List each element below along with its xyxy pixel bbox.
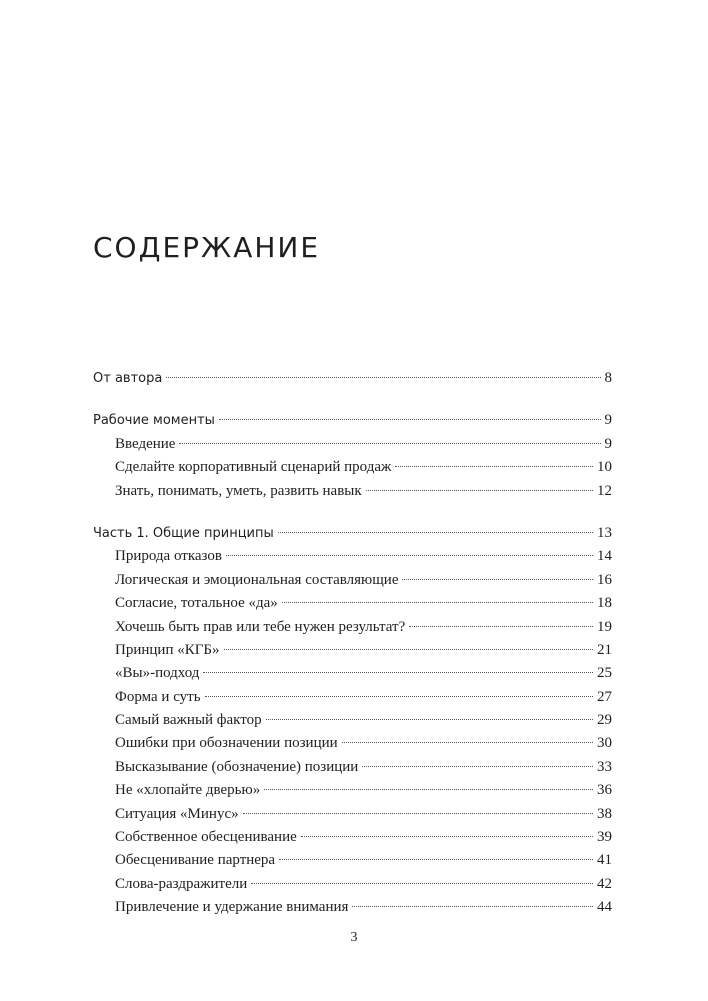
toc-entry[interactable] <box>93 896 612 919</box>
toc-entry-label: «Вы»-подход <box>115 665 200 682</box>
toc-entry-page: 42 <box>597 875 612 892</box>
toc-entry-label: Привлечение и удержание внимания <box>115 899 349 916</box>
dot-leader <box>301 836 593 837</box>
toc-entry[interactable] <box>93 803 612 826</box>
toc-entry-page: 38 <box>597 805 612 822</box>
toc-entry-label: Логическая и эмоциональная составляющие <box>115 571 399 588</box>
toc-entry-label: Часть 1. Общие принципы <box>93 525 274 541</box>
toc-entry-label: Принцип «КГБ» <box>115 641 220 658</box>
toc-entry-label: Согласие, тотальное «да» <box>115 595 278 612</box>
table-of-contents <box>93 367 612 939</box>
toc-entry[interactable] <box>93 639 612 662</box>
toc-entry-page: 18 <box>597 595 612 612</box>
toc-entry-page: 29 <box>597 712 612 729</box>
toc-entry[interactable] <box>93 686 612 709</box>
dot-leader <box>366 490 593 491</box>
toc-entry-page: 10 <box>597 459 612 476</box>
toc-entry-page: 36 <box>597 782 612 799</box>
toc-entry-label: Рабочие моменты <box>93 413 215 429</box>
toc-entry-page: 12 <box>597 482 612 499</box>
toc-group <box>93 409 612 503</box>
toc-entry-label: Слова-раздражители <box>115 875 248 892</box>
toc-entry-label: Обесценивание партнера <box>115 852 276 869</box>
toc-entry-page: 25 <box>597 665 612 682</box>
toc-entry-page: 9 <box>604 412 612 429</box>
dot-leader <box>251 883 593 884</box>
dot-leader <box>282 602 593 603</box>
dot-leader <box>362 766 593 767</box>
toc-entry-page: 44 <box>597 899 612 916</box>
dot-leader <box>278 532 593 533</box>
toc-entry-label: Не «хлопайте дверью» <box>115 782 261 799</box>
toc-entry[interactable] <box>93 616 612 639</box>
toc-entry-page: 8 <box>604 370 612 386</box>
toc-entry-label: От автора <box>93 371 163 386</box>
toc-section-entry[interactable] <box>93 409 612 432</box>
dot-leader <box>352 906 593 907</box>
toc-entry-label: Введение <box>115 435 176 452</box>
toc-entry-label: Знать, понимать, уметь, развить навык <box>115 482 362 499</box>
dot-leader <box>342 742 593 743</box>
toc-entry-label: Ситуация «Минус» <box>115 805 239 822</box>
toc-entry-label: Ошибки при обозначении позиции <box>115 735 338 752</box>
toc-entry[interactable] <box>93 849 612 872</box>
toc-entry[interactable] <box>93 826 612 849</box>
dot-leader <box>205 696 593 697</box>
dot-leader <box>279 859 593 860</box>
toc-section-entry[interactable] <box>93 367 612 390</box>
dot-leader <box>219 419 601 420</box>
toc-section-entry[interactable] <box>93 522 612 545</box>
toc-entry-page: 21 <box>597 641 612 658</box>
toc-entry-page: 14 <box>597 548 612 565</box>
dot-leader <box>402 579 593 580</box>
toc-entry-label: Самый важный фактор <box>115 712 262 729</box>
toc-entry-label: Собственное обесценивание <box>115 829 297 846</box>
toc-entry-page: 16 <box>597 571 612 588</box>
dot-leader <box>243 813 593 814</box>
toc-entry-page: 19 <box>597 618 612 635</box>
toc-entry[interactable] <box>93 545 612 568</box>
toc-entry[interactable] <box>93 873 612 896</box>
toc-entry-page: 30 <box>597 735 612 752</box>
dot-leader <box>203 672 593 673</box>
dot-leader <box>395 466 593 467</box>
toc-entry-label: Природа отказов <box>115 548 222 565</box>
dot-leader <box>166 377 600 378</box>
toc-entry-page: 13 <box>597 524 612 541</box>
toc-entry[interactable] <box>93 709 612 732</box>
toc-group <box>93 367 612 390</box>
toc-entry-page: 39 <box>597 829 612 846</box>
toc-entry[interactable] <box>93 732 612 755</box>
dot-leader <box>179 443 600 444</box>
toc-entry[interactable] <box>93 592 612 615</box>
toc-entry[interactable] <box>93 456 612 479</box>
dot-leader <box>266 719 593 720</box>
page-title: СОДЕРЖАНИЕ <box>93 231 321 264</box>
dot-leader <box>226 555 593 556</box>
dot-leader <box>224 649 593 650</box>
toc-entry[interactable] <box>93 480 612 503</box>
toc-entry-label: Сделайте корпоративный сценарий продаж <box>115 459 392 476</box>
toc-entry-page: 41 <box>597 852 612 869</box>
toc-group <box>93 522 612 920</box>
toc-entry-label: Высказывание (обозначение) позиции <box>115 758 359 775</box>
toc-entry[interactable] <box>93 779 612 802</box>
toc-entry-page: 27 <box>597 688 612 705</box>
dot-leader <box>264 789 593 790</box>
toc-entry[interactable] <box>93 756 612 779</box>
toc-entry-page: 33 <box>597 758 612 775</box>
toc-entry-label: Хочешь быть прав или тебе нужен результат? <box>115 618 406 635</box>
toc-entry[interactable] <box>93 433 612 456</box>
toc-entry[interactable] <box>93 569 612 592</box>
dot-leader <box>409 626 593 627</box>
toc-entry-page: 9 <box>604 435 612 452</box>
toc-entry-label: Форма и суть <box>115 688 201 705</box>
page-number: 3 <box>350 930 358 945</box>
toc-entry[interactable] <box>93 662 612 685</box>
